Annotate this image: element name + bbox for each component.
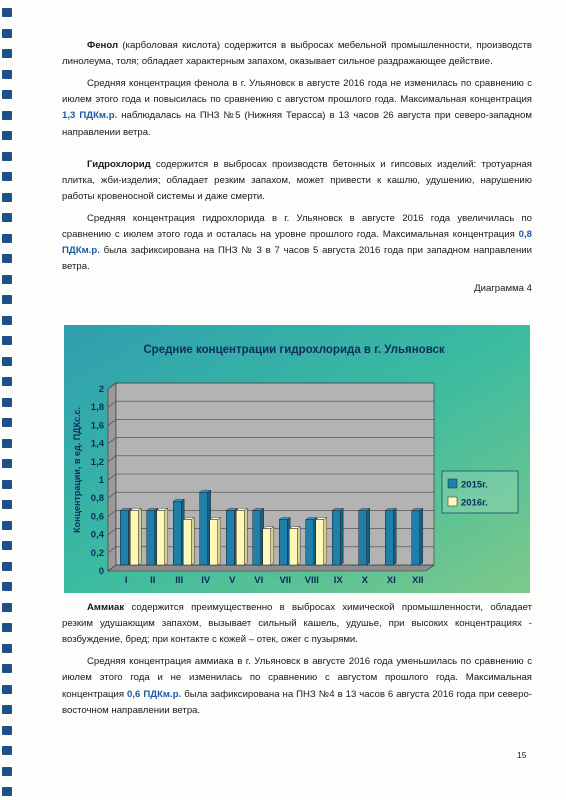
binding-ring: [2, 70, 12, 79]
bar-2015: [200, 492, 208, 565]
x-tick-label: IV: [201, 575, 211, 586]
binding-ring: [2, 172, 12, 181]
y-tick-label: 2: [98, 384, 104, 395]
x-tick-label: X: [361, 575, 368, 586]
binding-ring: [2, 193, 12, 202]
bar-2015: [253, 510, 261, 565]
bar-2015: [279, 520, 287, 566]
binding-ring: [2, 582, 12, 591]
phenol-definition: Фенол (карболовая кислота) содержится в выбросах мебельной промышленности, производств линолеума, толя; обладает характерным запахом, оказывает сильное раздражающее действие.: [62, 40, 532, 68]
binding-ring: [2, 357, 12, 366]
y-tick-label: 0,4: [90, 529, 104, 541]
bar-2015: [120, 510, 128, 565]
x-tick-label: VIII: [304, 575, 319, 586]
diagram-caption: Диаграмма 4: [474, 283, 532, 295]
bar-2015: [385, 510, 393, 565]
hcl-chart-svg: [64, 325, 530, 593]
bar-2015: [332, 510, 340, 565]
y-tick-label: 1,6: [90, 420, 104, 432]
binding-ring: [2, 398, 12, 407]
binding-ring: [2, 336, 12, 345]
hcl-statistics: Средняя концентрация гидрохлорида в г. Ульяновск в августе 2016 года увеличилась по сравнению с июлем этого года и осталась на уровне прошлого года. Максимальная концентрация 0,8 ПДКм.р. была зафиксирована на ПНЗ № 3 в 7 часов 5 августа 2016 года при западном направлении ветра.: [62, 212, 532, 273]
binding-ring: [2, 685, 12, 694]
binding-ring: [2, 459, 12, 468]
x-tick-label: VI: [254, 575, 264, 586]
bar-2015: [359, 510, 367, 565]
hcl-term: Гидрохлорид: [87, 158, 151, 170]
binding-ring: [2, 623, 12, 632]
bar-side: [271, 527, 274, 565]
binding-ring: [2, 316, 12, 325]
y-tick-label: 1: [98, 475, 104, 486]
bar-side: [367, 508, 370, 565]
y-tick-label: 0: [98, 566, 104, 577]
x-tick-label: V: [229, 575, 236, 586]
ammonia-term: Аммиак: [87, 602, 125, 613]
binding-ring: [2, 213, 12, 222]
binding-ring: [2, 8, 12, 17]
bar-2015: [226, 510, 234, 565]
legend-label: 2016г.: [461, 497, 488, 509]
bar-2016: [289, 529, 297, 565]
legend-label: 2015г.: [461, 479, 488, 491]
chart-legend: [442, 471, 518, 513]
x-tick-label: XII: [411, 575, 424, 586]
y-tick-label: 0,8: [90, 493, 104, 505]
binding-ring: [2, 418, 12, 427]
bar-side: [420, 508, 423, 565]
ammonia-definition: Аммиак содержится преимущественно в выбросах химической промышленности, обладает резким удушающим запахом, вызывает сильный кашель, удушье, при высоких концентрациях - возбуждение, бред; при контакте с кожей – отек, ожег с пузырями.: [62, 602, 532, 646]
bar-2016: [130, 510, 138, 565]
binding-ring: [2, 664, 12, 673]
x-tick-label: II: [150, 575, 156, 586]
legend-swatch: [448, 479, 457, 488]
x-tick-label: IX: [333, 575, 343, 586]
x-tick-label: XI: [386, 575, 396, 586]
binding-ring: [2, 275, 12, 284]
binding-ring: [2, 480, 12, 489]
ammonia-max-value: 0,6 ПДКм.р.: [127, 688, 182, 700]
phenol-term: Фенол: [87, 40, 119, 51]
spiral-binding: [0, 0, 14, 800]
binding-ring: [2, 787, 12, 796]
binding-ring: [2, 562, 12, 571]
bar-side: [191, 518, 194, 566]
y-axis-label: Концентрации, в ед. ПДКс.с.: [72, 407, 82, 533]
bar-side: [244, 508, 247, 565]
binding-ring: [2, 49, 12, 58]
binding-ring: [2, 234, 12, 243]
bar-side: [165, 508, 168, 565]
y-tick-label: 0,6: [90, 511, 104, 523]
binding-ring: [2, 767, 12, 776]
document-body-continued: [62, 600, 532, 719]
bar-2015: [173, 501, 181, 565]
bar-side: [138, 508, 141, 565]
chart-title: Средние концентрации гидрохлорида в г. Ульяновск: [143, 344, 445, 356]
binding-ring: [2, 705, 12, 714]
x-tick-label: III: [175, 575, 184, 586]
binding-ring: [2, 439, 12, 448]
x-tick-label: I: [124, 575, 128, 586]
bar-side: [340, 508, 343, 565]
bar-2016: [157, 510, 165, 565]
bar-2016: [210, 520, 218, 566]
binding-ring: [2, 131, 12, 140]
bar-2015: [412, 510, 420, 565]
binding-ring: [2, 521, 12, 530]
ammonia-statistics: Средняя концентрация аммиака в г. Ульяновск в августе 2016 года уменьшилась по сравнению с июлем этого года и не изменилась по сравнению с августом прошлого года. Максимальная концентрация 0,6 ПДКм.р. была зафиксирована на ПНЗ №4 в 13 часов 6 августа 2016 года при северо-восточном направлении ветра.: [62, 656, 532, 716]
legend-swatch: [448, 497, 457, 506]
binding-ring: [2, 295, 12, 304]
binding-ring: [2, 644, 12, 653]
document-body: [62, 38, 532, 298]
phenol-max-value: 1,3 ПДКм.р.: [62, 110, 118, 122]
bar-2016: [183, 520, 191, 566]
binding-ring: [2, 90, 12, 99]
page-number: 15: [517, 750, 527, 760]
bar-side: [297, 527, 300, 565]
bar-side: [218, 518, 221, 566]
binding-ring: [2, 29, 12, 38]
binding-ring: [2, 603, 12, 612]
plot-floor: [108, 565, 434, 571]
hcl-definition: Гидрохлорид содержится в выбросах производств бетонных и гипсовых изделий: тротуарная плитка, жби-изделия; обладает резким запахом, может привести к кашлю, удушению, нарушению работы кровеносной системы и даже смерти.: [62, 158, 532, 202]
binding-ring: [2, 726, 12, 735]
bar-side: [324, 518, 327, 566]
binding-ring: [2, 254, 12, 263]
hcl-chart: [64, 325, 530, 593]
binding-ring: [2, 377, 12, 386]
bar-2016: [236, 510, 244, 565]
binding-ring: [2, 500, 12, 509]
bar-side: [393, 508, 396, 565]
bar-2016: [316, 520, 324, 566]
binding-ring: [2, 152, 12, 161]
y-tick-label: 0,2: [90, 547, 104, 559]
phenol-statistics: Средняя концентрация фенола в г. Ульяновск в августе 2016 года не изменилась по сравнению с июлем этого года и повысилась по сравнению с августом прошлого года. Максимальная концентрация 1,3 ПДКм.р. наблюдалась на ПНЗ №5 (Нижняя Терасса) в 13 часов 26 августа при северо-западном направлении ветра.: [62, 78, 532, 138]
plot-area: [91, 383, 434, 586]
y-tick-label: 1,8: [90, 402, 104, 414]
y-tick-label: 1,4: [90, 438, 104, 450]
bar-2015: [306, 520, 314, 566]
x-tick-label: VII: [279, 575, 292, 586]
binding-ring: [2, 111, 12, 120]
hcl-max-value: 0,8 ПДКм.р.: [62, 229, 532, 257]
binding-ring: [2, 746, 12, 755]
binding-ring: [2, 541, 12, 550]
bar-2015: [147, 510, 155, 565]
y-tick-label: 1,2: [90, 456, 104, 468]
bar-2016: [263, 529, 271, 565]
